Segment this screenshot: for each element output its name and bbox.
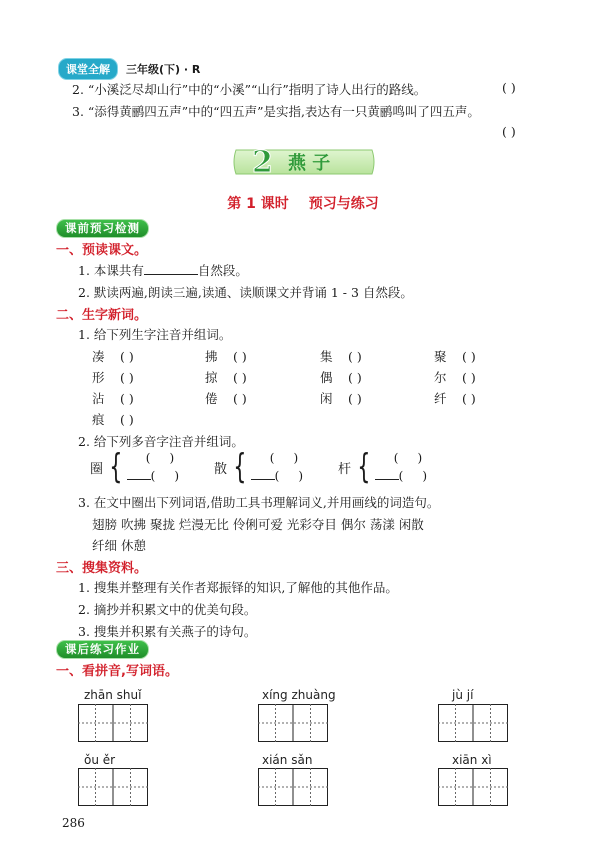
writing-grid[interactable] <box>78 704 148 742</box>
char-item: 纤 ( ) <box>434 391 476 406</box>
poly-line[interactable]: ( ) <box>127 469 179 483</box>
header-logo: 课堂全解 <box>58 58 118 80</box>
s2-q3: 3. 在文中圈出下列词语,借助工具书理解词义,并用画线的词造句。 <box>78 495 440 510</box>
page-title <box>0 193 606 213</box>
pinyin-label: xíng zhuàng <box>262 688 336 702</box>
lesson-number: 2 <box>252 145 273 180</box>
char-item: 形 ( ) <box>92 370 134 385</box>
page-number: 286 <box>62 816 85 830</box>
char-item: 凑 ( ) <box>92 349 134 364</box>
char-item: 偶 ( ) <box>320 370 362 385</box>
poly-item: 散 { ( ) ( ) <box>214 447 304 487</box>
s1-q1-a: 1. 本课共有 <box>78 263 144 278</box>
s3-item: 2. 摘抄并积累文中的优美句段。 <box>78 602 257 617</box>
s2-words-1: 翅膀 吹拂 聚拢 烂漫无比 伶俐可爱 光彩夺目 偶尔 荡漾 闲散 <box>92 517 424 532</box>
char-item: 拂 ( ) <box>205 349 247 364</box>
s2-q1: 1. 给下列生字注音并组词。 <box>78 327 232 342</box>
s1-q1 <box>78 261 248 279</box>
brace-icon: { <box>233 447 247 487</box>
s1-q2: 2. 默读两遍,朗读三遍,读通、读顺课文并背诵 1 - 3 自然段。 <box>78 285 413 300</box>
s1-q1-b: 自然段。 <box>197 263 248 278</box>
s2-words-2: 纤细 休憩 <box>92 538 146 553</box>
question-2: 2. “小溪泛尽却山行”中的“小溪”“山行”指明了诗人出行的路线。 <box>72 82 427 97</box>
poly-line[interactable]: ( ) <box>250 451 299 465</box>
answer-paren-2[interactable]: ( ) <box>502 80 516 95</box>
poly-line[interactable]: ( ) <box>251 469 303 483</box>
poly-line[interactable]: ( ) <box>126 451 175 465</box>
poly-line[interactable]: ( ) <box>374 451 423 465</box>
s3-heading: 三、搜集资料。 <box>56 561 148 576</box>
question-3: 3. “添得黄鹂四五声”中的“四五声”是实指,表达有一只黄鹂鸣叫了四五声。 <box>72 104 480 119</box>
title-part2: 预习与练习 <box>308 196 379 212</box>
section-post-label: 课后练习作业 <box>56 640 149 659</box>
pinyin-label: jù jí <box>452 688 474 702</box>
char-item: 尔 ( ) <box>434 370 476 385</box>
char-item: 集 ( ) <box>320 349 362 364</box>
s2-heading: 二、生字新词。 <box>56 308 148 323</box>
lesson-banner <box>230 144 378 180</box>
pinyin-label: ǒu ěr <box>84 753 116 767</box>
poly-line[interactable]: ( ) <box>375 469 427 483</box>
s4-heading: 一、看拼音,写词语。 <box>56 664 178 679</box>
writing-grid[interactable] <box>258 768 328 806</box>
answer-paren-3[interactable]: ( ) <box>502 124 516 139</box>
pinyin-label: xián sǎn <box>262 753 313 767</box>
poly-item: 杆 { ( ) ( ) <box>338 447 428 487</box>
char-item: 闲 ( ) <box>320 391 362 406</box>
title-part1: 第 1 课时 <box>227 196 289 212</box>
writing-grid[interactable] <box>438 768 508 806</box>
lesson-name: 燕 子 <box>288 153 331 174</box>
char-item: 掠 ( ) <box>205 370 247 385</box>
header-grade: 三年级(下) · R <box>126 63 201 76</box>
char-item: 沾 ( ) <box>92 391 134 406</box>
char-item: 痕 ( ) <box>92 412 134 427</box>
s2-q2: 2. 给下列多音字注音并组词。 <box>78 434 244 449</box>
s3-item: 3. 搜集并积累有关燕子的诗句。 <box>78 624 257 639</box>
s1-q1-blank[interactable] <box>144 262 198 275</box>
page-header <box>58 58 200 80</box>
writing-grid[interactable] <box>438 704 508 742</box>
s1-heading: 一、预读课文。 <box>56 243 148 258</box>
char-item: 倦 ( ) <box>205 391 247 406</box>
pinyin-label: zhān shuǐ <box>84 688 142 702</box>
brace-icon: { <box>357 447 371 487</box>
writing-grid[interactable] <box>258 704 328 742</box>
section-pre-label: 课前预习检测 <box>56 219 149 238</box>
writing-grid[interactable] <box>78 768 148 806</box>
lesson-banner-graphic <box>230 144 378 180</box>
poly-item: 圈 { ( ) ( ) <box>90 447 180 487</box>
s3-item: 1. 搜集并整理有关作者郑振铎的知识,了解他的其他作品。 <box>78 580 398 595</box>
pinyin-label: xiān xì <box>452 753 492 767</box>
brace-icon: { <box>109 447 123 487</box>
char-item: 聚 ( ) <box>434 349 476 364</box>
